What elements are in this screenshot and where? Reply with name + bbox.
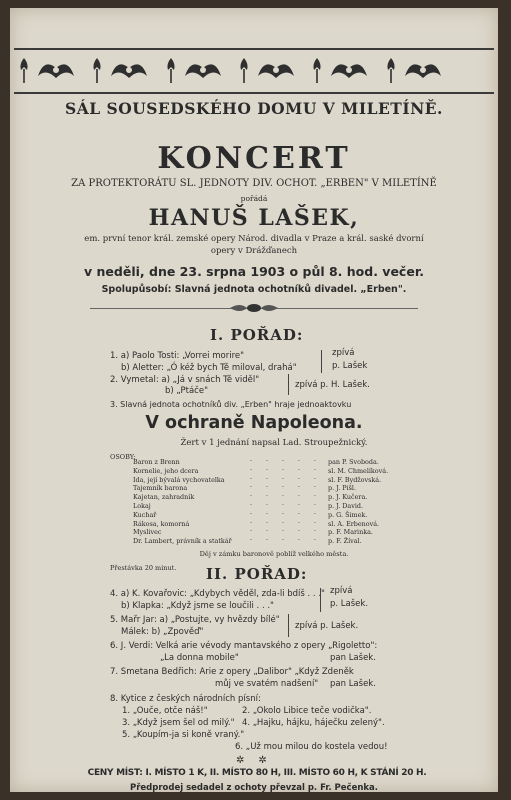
cast-leader-dots: - - - - - [250, 492, 322, 500]
item8: 8. Kytice z českých národních písní: [110, 694, 261, 704]
cast-leader-dots: - - - - - [250, 457, 322, 464]
item4-performer-bottom: p. Lašek. [330, 599, 369, 609]
poster-sheet [10, 8, 498, 792]
play-title: V ochraně Napoleona. [145, 413, 363, 433]
performer-name: HANUŠ LAŠEK, [148, 205, 360, 231]
cooperation-line: Spolupůsobí: Slavná jednota ochotníků divadel. „Erben". [101, 284, 407, 295]
item2-brace [288, 374, 289, 395]
item2b: b) „Ptáče" [165, 386, 208, 396]
intermission-note: Přestávka 20 minut. [110, 564, 177, 572]
cast-leader-dots: - - - - - [250, 474, 322, 482]
item1-performer-bottom: p. Lašek [332, 361, 368, 371]
item4a: 4. a) K. Kovařovic: „Kdybych věděl, zda-li bdíš . . ." [110, 589, 325, 599]
item7a: 7. Smetana Bedřich: Arie z opery „Dalibor" „Když Zdeněk [110, 667, 354, 677]
item5a: 5. Mařr Jar: a) „Postujte, vy hvězdy bílé" [110, 615, 280, 625]
border-ornament-icon [401, 54, 441, 86]
cast-actor: p. J. Pišl. [328, 484, 356, 493]
cast-actor: p. J. David. [328, 502, 363, 510]
tulip-ornament-icon [18, 54, 30, 86]
cast-role: Kornelie, jeho dcera [133, 466, 199, 475]
concert-title: KONCERT [157, 141, 351, 176]
cast-actor: sl. F. Bydžovská. [328, 475, 382, 484]
item6a: 6. J. Verdi: Velká arie vévody mantavského z opery „Rigoletto": [110, 641, 378, 651]
cast-role: Kuchař [133, 510, 157, 519]
border-ornament-icon [254, 54, 294, 86]
cast-role: Kajetan, zahradník [133, 493, 195, 502]
item5b: Málek: b) „Zpověď" [121, 627, 204, 637]
tulip-ornament-icon [311, 54, 323, 86]
song-3: 3. „Když jsem šel od milý." [122, 718, 235, 728]
cast-role: Tajemník barona [133, 484, 188, 493]
divider-ornament-icon [228, 300, 280, 316]
tulip-ornament-icon [238, 54, 250, 86]
border-ornament-icon [107, 54, 147, 86]
cast-actor: sl. A. Erbenová. [328, 519, 380, 528]
play-subtitle: Žert v 1 jednání napsal Lad. Stroupežnický. [180, 438, 368, 448]
item4-performer-top: zpívá [330, 586, 353, 596]
cast-actor: p. F. Marinka. [328, 528, 373, 537]
cast-label: OSOBY: [110, 453, 136, 461]
ornamental-border [14, 48, 494, 94]
song-1: 1. „Ouče, otče náš!" [122, 706, 208, 716]
cast-role: Baron z Brenn [133, 458, 180, 466]
item5-performer: zpívá p. Lašek. [295, 621, 359, 631]
song-5: 5. „Koupím-ja si koně vraný." [122, 730, 245, 740]
cast-leader-dots: - - - - - [250, 536, 322, 544]
ticket-prices: CENY MÍST: I. MÍSTO 1 K, II. MÍSTO 80 H, III. MÍSTO 60 H, K STÁNÍ 20 H. [87, 768, 427, 778]
asterism-icon: ✲✲ [236, 755, 281, 766]
venue-heading: SÁL SOUSEDSKÉHO DOMU V MILETÍNĚ. [65, 99, 443, 118]
item6b: „La donna mobile" [160, 653, 239, 663]
item6-performer: pan Lašek. [330, 653, 376, 663]
tulip-ornament-icon [385, 54, 397, 86]
cast-leader-dots: - - - - - [250, 527, 322, 535]
cast-actor: pan P. Svoboda. [328, 458, 379, 466]
cast-leader-dots: - - - - - [250, 483, 322, 491]
performer-desc-2: opery v Drážďanech [210, 246, 298, 256]
item1b: b) Aletter: „Ó kéž bych Tě miloval, drahá" [121, 363, 297, 373]
cast-leader-dots: - - - - - [250, 509, 322, 517]
border-ornament-icon [181, 54, 221, 86]
song-2: 2. „Okolo Libice teče vodička". [242, 706, 372, 716]
song-4: 4. „Hajku, hájku, háječku zelený". [242, 718, 385, 728]
item5-brace [288, 614, 289, 637]
item7b: můj ve svatém nadšení" [215, 679, 319, 689]
performer-desc-1: em. první tenor král. zemské opery Národ. divadla v Praze a král. saské dvorní [84, 234, 424, 244]
cast-role: Lokaj [133, 502, 151, 510]
song-6: 6. „Už mou milou do kostela vedou! [235, 742, 388, 752]
cast-actor: p. G. Šimek. [328, 510, 368, 519]
item7-performer: pan Lašek. [330, 679, 376, 689]
play-setting: Děj v zámku baronově poblíž velkého města. [199, 550, 349, 558]
organizer-label: pořádá [240, 194, 268, 203]
item1a: 1. a) Paolo Tosti: „Vorrei morire" [110, 351, 245, 361]
event-date: v neděli, dne 23. srpna 1903 o půl 8. hod. večer. [84, 264, 424, 279]
item3: 3. Slavná jednota ochotníků div. „Erben" hraje jednoaktovku [110, 400, 352, 409]
item1-performer-top: zpívá [332, 348, 355, 358]
tulip-ornament-icon [165, 54, 177, 86]
border-ornament-icon [327, 54, 367, 86]
cast-role: Ida, její bývalá vychovatelka [133, 475, 225, 484]
cast-leader-dots: - - - - - [250, 465, 322, 473]
item2a: 2. Vymetal: a) „Já v snách Tě viděl" [110, 375, 260, 385]
item4b: b) Klapka: „Když jsme se loučili . . ." [121, 601, 274, 611]
cast-leader-dots: - - - - - [250, 501, 322, 508]
cast-role: Myslivec [133, 528, 162, 537]
border-ornament-icon [34, 54, 74, 86]
cast-actor: p. J. Kučera. [328, 493, 368, 502]
presale-note: Předprodej sedadel z ochoty převzal p. Fr. Pečenka. [129, 783, 379, 793]
cast-leader-dots: - - - - - [250, 518, 322, 526]
part1-heading: I. POŘAD: [210, 326, 304, 344]
cast-role: Rákosa, komorná [133, 519, 190, 528]
item4-brace [320, 588, 321, 612]
cast-actor: p. F. Žíval. [328, 537, 362, 546]
item2-performer: zpívá p. H. Lašek. [295, 380, 370, 390]
cast-actor: sl. M. Chmelíková. [328, 466, 389, 475]
part2-heading: II. POŘAD: [206, 565, 308, 583]
protectorate-line: ZA PROTEKTORÁTU SL. JEDNOTY DIV. OCHOT. „ERBEN" V MILETÍNĚ [71, 178, 437, 189]
item1-brace [321, 350, 322, 373]
cast-role: Dr. Lambert, právník a statkář [133, 537, 232, 546]
tulip-ornament-icon [91, 54, 103, 86]
